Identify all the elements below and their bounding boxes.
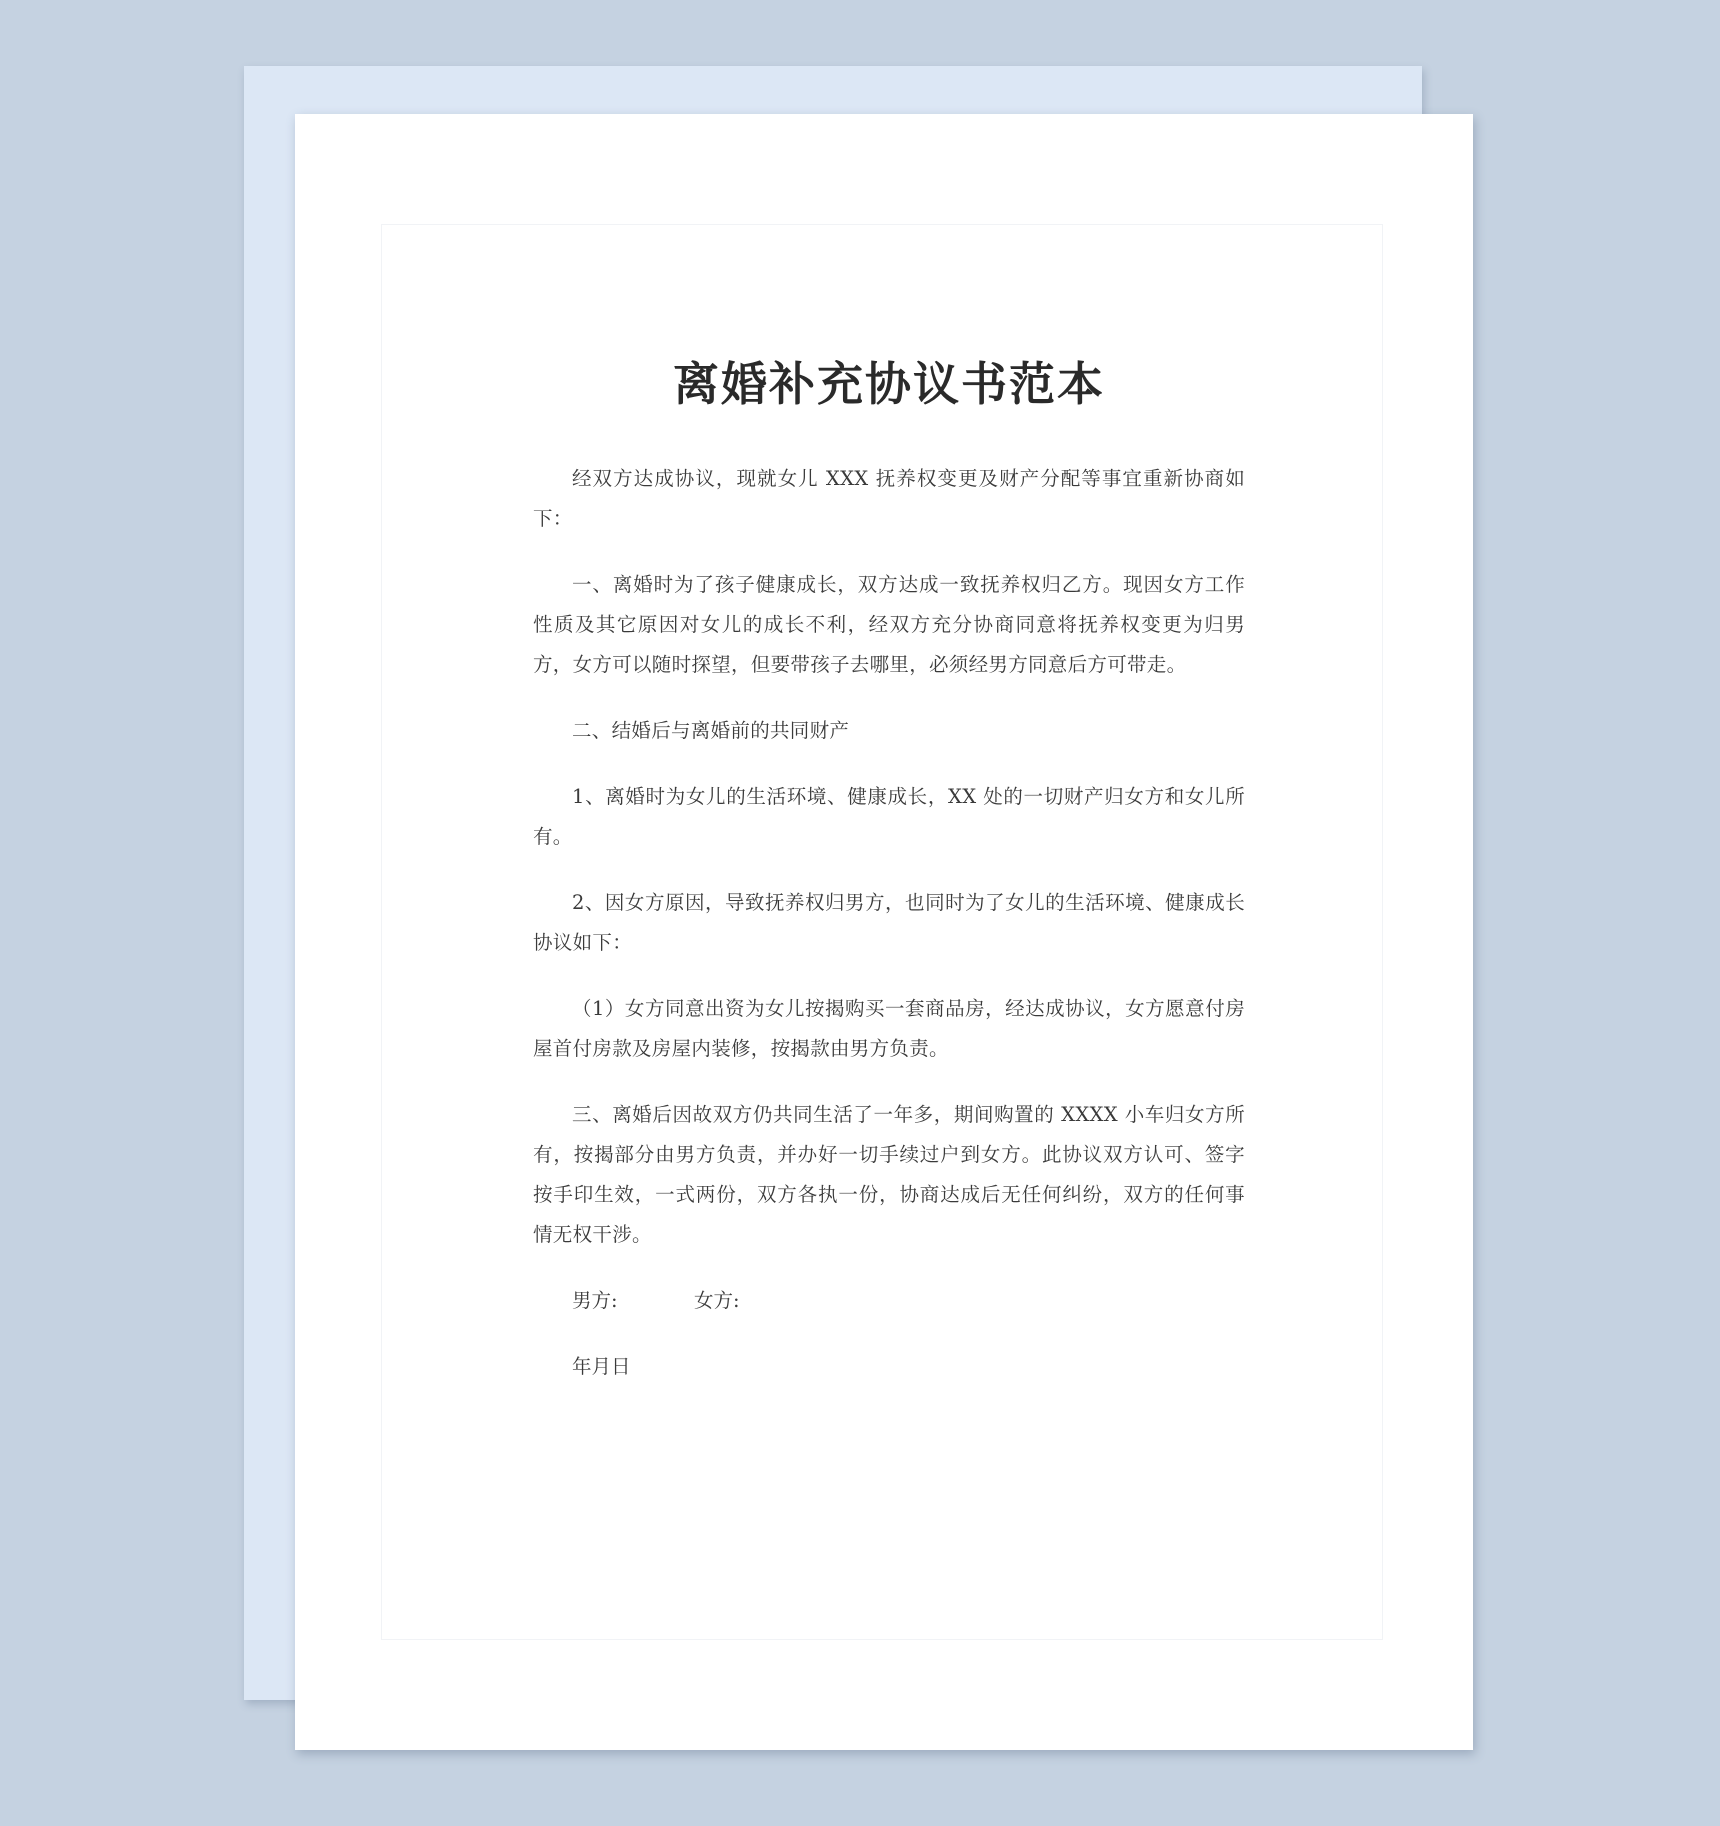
signature-row: [533, 1281, 1245, 1321]
female-signature-label: 女方:: [694, 1289, 740, 1312]
date-label: 年月日: [572, 1355, 631, 1378]
paragraph-car: 三、离婚后因故双方仍共同生活了一年多，期间购置的 XXXX 小车归女方所有，按揭部分由男方负责，并办好一切手续过户到女方。此协议双方认可、签字按手印生效，一式两份，双方各执一份，协商达成后无任何纠纷，双方的任何事情无权干涉。: [533, 1103, 1245, 1246]
paragraph-property-2-1: （1）女方同意出资为女儿按揭购买一套商品房，经达成协议，女方愿意付房屋首付房款及房屋内装修，按揭款由男方负责。: [533, 997, 1245, 1060]
document-page: [295, 114, 1473, 1750]
paragraph-property-1: 1、离婚时为女儿的生活环境、健康成长，XX 处的一切财产归女方和女儿所有。: [533, 785, 1245, 848]
paragraph-property-heading: 二、结婚后与离婚前的共同财产: [572, 719, 850, 742]
document-body: [533, 459, 1245, 1387]
paragraph-intro: 经双方达成协议，现就女儿 XXX 抚养权变更及财产分配等事宜重新协商如下：: [533, 467, 1245, 530]
paragraph-custody: 一、离婚时为了孩子健康成长，双方达成一致抚养权归乙方。现因女方工作性质及其它原因对女儿的成长不利，经双方充分协商同意将抚养权变更为归男方，女方可以随时探望，但要带孩子去哪里，必须经男方同意后方可带走。: [533, 573, 1245, 676]
paragraph-property-2: 2、因女方原因，导致抚养权归男方，也同时为了女儿的生活环境、健康成长协议如下：: [533, 891, 1245, 954]
document-title: 离婚补充协议书范本: [673, 357, 1105, 411]
male-signature-label: 男方:: [572, 1289, 618, 1312]
